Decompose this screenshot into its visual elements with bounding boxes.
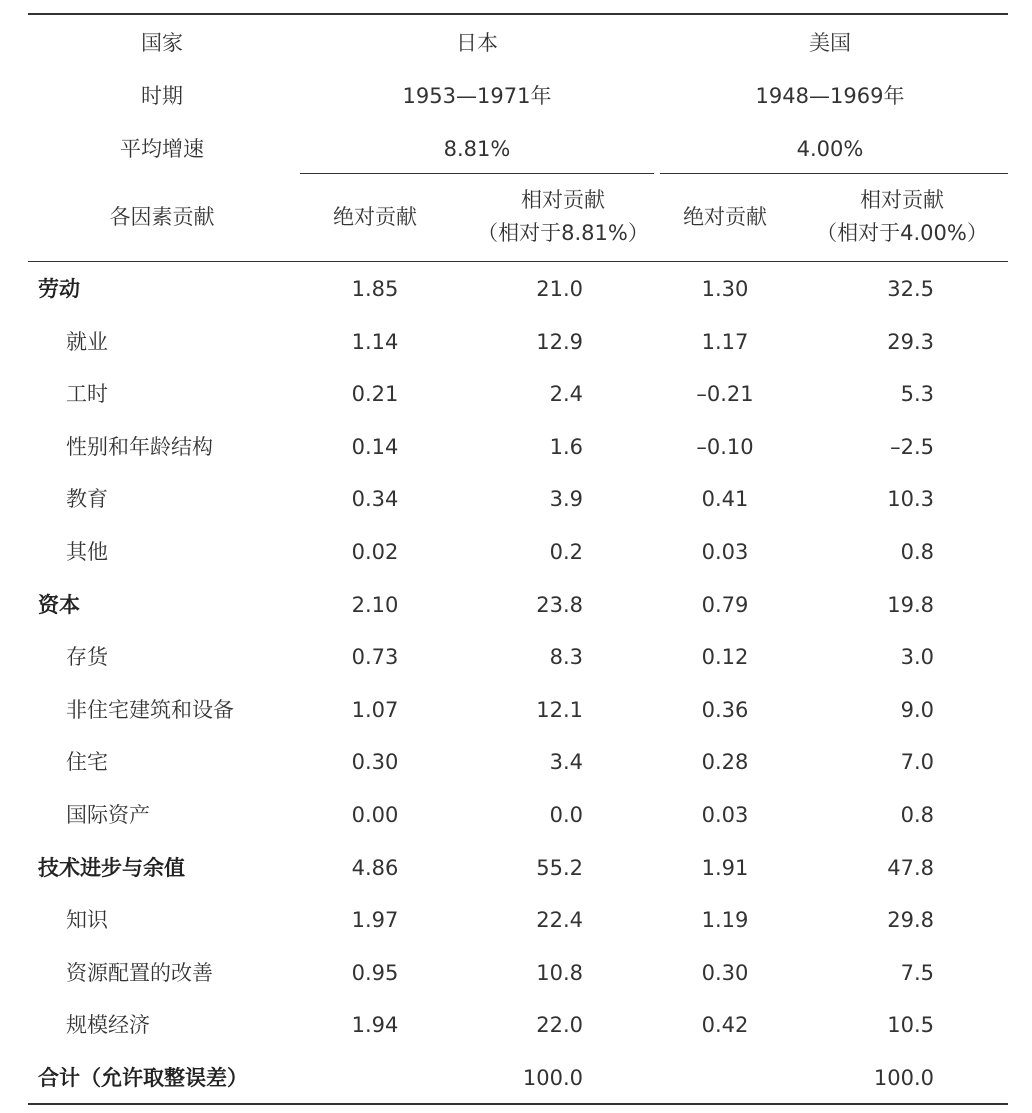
row-label: 工时 [66, 382, 108, 406]
row-label: 资本 [38, 593, 80, 617]
japan-rel-label [477, 184, 649, 250]
japan-growth: 8.81% [443, 137, 511, 161]
country-label: 国家 [141, 31, 183, 55]
row-label: 其他 [66, 540, 108, 564]
japan-rel-value: 22.4 [536, 908, 583, 932]
usa-rel-value: 47.8 [887, 856, 934, 880]
row-label: 存货 [66, 645, 108, 669]
japan-rel-note: （相对于8.81%） [477, 221, 649, 245]
usa-rel-value: –2.5 [890, 435, 934, 459]
japan-abs-value: 1.07 [351, 698, 399, 722]
usa-rel-value: 3.0 [900, 645, 934, 669]
top-rule [28, 13, 1008, 15]
japan-rel-value: 1.6 [549, 435, 583, 459]
japan-subheader-rule [300, 173, 654, 174]
japan-rel-value: 23.8 [536, 593, 583, 617]
japan-abs-value: 4.86 [351, 856, 399, 880]
usa-abs-value: 0.12 [701, 645, 749, 669]
japan-rel-value: 0.2 [549, 540, 583, 564]
usa-rel-value: 32.5 [887, 277, 934, 301]
period-label: 时期 [141, 84, 183, 108]
row-label: 合计（允许取整误差） [38, 1066, 248, 1090]
usa-rel-note: （相对于4.00%） [816, 221, 988, 245]
japan-rel-value: 10.8 [536, 961, 583, 985]
japan-rel-value: 12.1 [536, 698, 583, 722]
usa-abs-value: –0.10 [696, 435, 754, 459]
row-label: 资源配置的改善 [66, 961, 213, 985]
usa-abs-value: 0.28 [701, 750, 749, 774]
usa-rel-title: 相对贡献 [860, 188, 944, 212]
row-label: 劳动 [38, 277, 80, 301]
usa-rel-value: 19.8 [887, 593, 934, 617]
usa-abs-label: 绝对贡献 [683, 205, 767, 229]
row-label: 技术进步与余值 [38, 856, 185, 880]
japan-abs-value: 1.97 [351, 908, 399, 932]
usa-rel-value: 10.3 [887, 487, 934, 511]
japan-rel-value: 55.2 [536, 856, 583, 880]
japan-rel-title: 相对贡献 [521, 188, 605, 212]
usa-abs-value: –0.21 [696, 382, 754, 406]
japan-rel-value: 2.4 [549, 382, 583, 406]
usa-abs-value: 0.30 [701, 961, 749, 985]
usa-period: 1948—1969年 [755, 84, 905, 108]
growth-label: 平均增速 [120, 137, 204, 161]
row-label: 规模经济 [66, 1013, 150, 1037]
usa-abs-value: 1.91 [701, 856, 749, 880]
japan-abs-value: 2.10 [351, 593, 399, 617]
usa-rel-value: 0.8 [900, 540, 934, 564]
japan-rel-value: 0.0 [549, 803, 583, 827]
usa-rel-value: 29.8 [887, 908, 934, 932]
usa-rel-value: 9.0 [900, 698, 934, 722]
japan-rel-value: 21.0 [536, 277, 583, 301]
row-label: 非住宅建筑和设备 [66, 698, 234, 722]
japan-abs-value: 0.00 [351, 803, 399, 827]
japan-rel-value: 8.3 [549, 645, 583, 669]
japan-abs-value: 1.94 [351, 1013, 399, 1037]
japan-abs-value: 0.34 [351, 487, 399, 511]
japan-abs-value: 0.21 [351, 382, 399, 406]
contribution-table [28, 0, 1008, 1113]
usa-growth: 4.00% [796, 137, 864, 161]
usa-rel-value: 5.3 [900, 382, 934, 406]
header-bottom-rule [28, 261, 1008, 262]
usa-subheader-rule [660, 173, 1008, 174]
row-label: 教育 [66, 487, 108, 511]
row-label: 就业 [66, 330, 108, 354]
japan-rel-value: 3.9 [549, 487, 583, 511]
japan-abs-value: 0.73 [351, 645, 399, 669]
japan-rel-value: 12.9 [536, 330, 583, 354]
japan-abs-value: 0.02 [351, 540, 399, 564]
japan-rel-value: 22.0 [536, 1013, 583, 1037]
japan-abs-value: 0.14 [351, 435, 399, 459]
japan-label: 日本 [456, 31, 498, 55]
japan-abs-value: 1.14 [351, 330, 399, 354]
usa-abs-value: 0.42 [701, 1013, 749, 1037]
usa-rel-value: 10.5 [887, 1013, 934, 1037]
japan-abs-label: 绝对贡献 [333, 205, 417, 229]
usa-abs-value: 0.41 [701, 487, 749, 511]
usa-rel-value: 0.8 [900, 803, 934, 827]
japan-abs-value: 0.95 [351, 961, 399, 985]
row-label: 住宅 [66, 750, 108, 774]
japan-period: 1953—1971年 [402, 84, 552, 108]
japan-abs-value: 1.85 [351, 277, 399, 301]
usa-abs-value: 0.36 [701, 698, 749, 722]
usa-rel-value: 29.3 [887, 330, 934, 354]
factor-label: 各因素贡献 [109, 205, 215, 229]
bottom-rule [28, 1103, 1008, 1105]
usa-abs-value: 0.79 [701, 593, 749, 617]
usa-rel-value: 100.0 [873, 1066, 934, 1090]
usa-label: 美国 [809, 31, 851, 55]
usa-abs-value: 0.03 [701, 803, 749, 827]
japan-abs-value: 0.30 [351, 750, 399, 774]
usa-rel-label [816, 184, 988, 250]
japan-rel-value: 100.0 [522, 1066, 583, 1090]
usa-abs-value: 1.17 [701, 330, 749, 354]
usa-abs-value: 1.19 [701, 908, 749, 932]
usa-rel-value: 7.0 [900, 750, 934, 774]
usa-abs-value: 0.03 [701, 540, 749, 564]
row-label: 知识 [66, 908, 108, 932]
japan-rel-value: 3.4 [549, 750, 583, 774]
row-label: 国际资产 [66, 803, 150, 827]
row-label: 性别和年龄结构 [66, 435, 213, 459]
usa-rel-value: 7.5 [900, 961, 934, 985]
usa-abs-value: 1.30 [701, 277, 749, 301]
